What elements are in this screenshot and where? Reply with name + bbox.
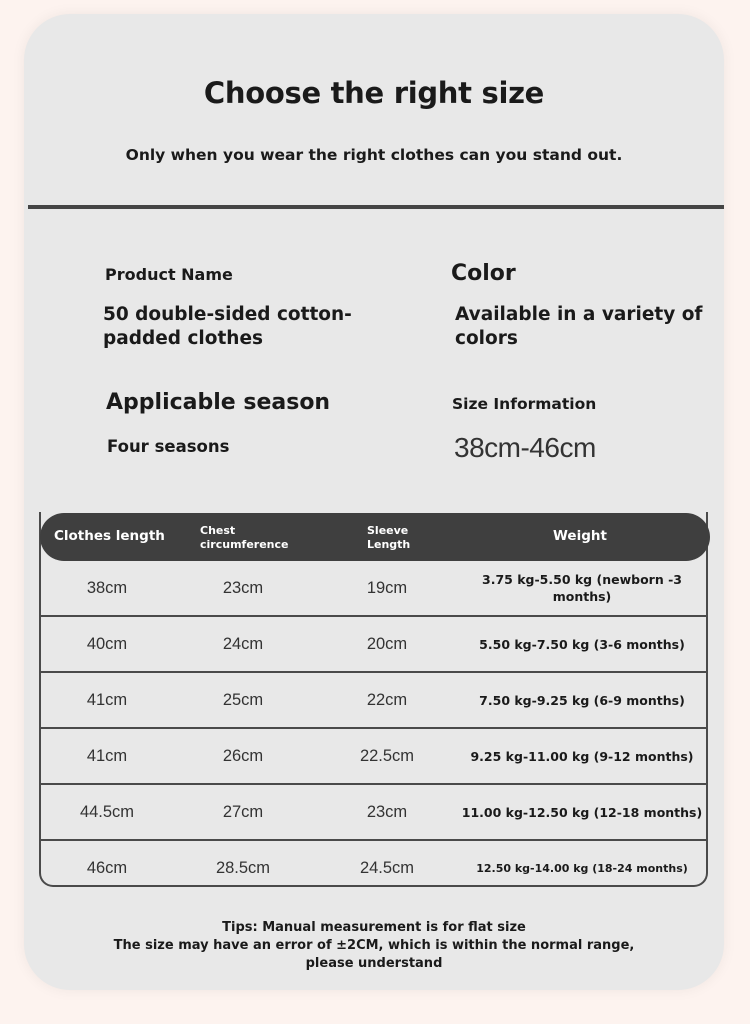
cell-weight: 3.75 kg-5.50 kg (newborn -3 months)	[482, 572, 682, 604]
size-info-label: Size Information	[452, 395, 597, 413]
header-chest-line2: circumference	[200, 538, 289, 551]
cell-sleeve: 22.5cm	[359, 746, 415, 765]
season-label: Applicable season	[106, 390, 331, 415]
size-table-header	[40, 513, 710, 561]
table-row	[41, 841, 708, 897]
cell-sleeve: 19cm	[366, 578, 408, 597]
cell-sleeve: 20cm	[366, 634, 408, 653]
cell-length: 41cm	[86, 746, 128, 765]
cell-chest: 27cm	[222, 802, 264, 821]
cell-chest: 26cm	[222, 746, 264, 765]
cell-length: 40cm	[86, 634, 128, 653]
size-info-value: 38cm-46cm	[454, 432, 596, 463]
cell-chest: 25cm	[222, 690, 264, 709]
tips-note	[24, 919, 724, 973]
section-divider	[28, 205, 724, 209]
table-row	[41, 617, 708, 673]
color-value: Available in a variety of colors	[455, 304, 703, 349]
table-row	[41, 561, 708, 617]
cell-chest: 24cm	[222, 634, 264, 653]
header-weight: Weight	[553, 528, 607, 544]
header-sleeve-line2: Length	[367, 538, 411, 551]
color-label: Color	[451, 261, 516, 286]
cell-weight: 11.00 kg-12.50 kg (12-18 months)	[461, 804, 703, 820]
header-clothes-length: Clothes length	[54, 528, 165, 544]
tips-line1: Tips: Manual measurement is for flat size	[222, 920, 526, 935]
cell-chest: 28.5cm	[215, 858, 271, 877]
cell-length: 38cm	[86, 578, 128, 597]
table-row	[41, 729, 708, 785]
cell-length: 44.5cm	[79, 802, 135, 821]
header-chest-line1: Chest	[200, 524, 236, 537]
size-guide-card	[24, 14, 724, 990]
table-row	[41, 785, 708, 841]
header-sleeve	[367, 524, 410, 552]
cell-weight: 12.50 kg-14.00 kg (18-24 months)	[476, 861, 688, 875]
cell-sleeve: 22cm	[366, 690, 408, 709]
product-name-label: Product Name	[105, 265, 233, 284]
table-row	[41, 673, 708, 729]
cell-weight: 7.50 kg-9.25 kg (6-9 months)	[479, 692, 685, 708]
cell-chest: 23cm	[222, 578, 264, 597]
header-sleeve-line1: Sleeve	[367, 524, 409, 537]
page-subtitle: Only when you wear the right clothes can you stand out.	[125, 146, 623, 164]
cell-length: 46cm	[86, 858, 128, 877]
header-chest	[200, 524, 288, 552]
cell-weight: 9.25 kg-11.00 kg (9-12 months)	[470, 748, 694, 764]
tips-line2: The size may have an error of ±2CM, which is within the normal range, please understand	[113, 938, 635, 971]
cell-sleeve: 24.5cm	[359, 858, 415, 877]
cell-sleeve: 23cm	[366, 802, 408, 821]
cell-weight: 5.50 kg-7.50 kg (3-6 months)	[479, 636, 685, 652]
season-value: Four seasons	[107, 437, 230, 456]
cell-length: 41cm	[86, 690, 128, 709]
product-name-value: 50 double-sided cotton-padded clothes	[103, 304, 352, 349]
page-title: Choose the right size	[203, 76, 545, 110]
